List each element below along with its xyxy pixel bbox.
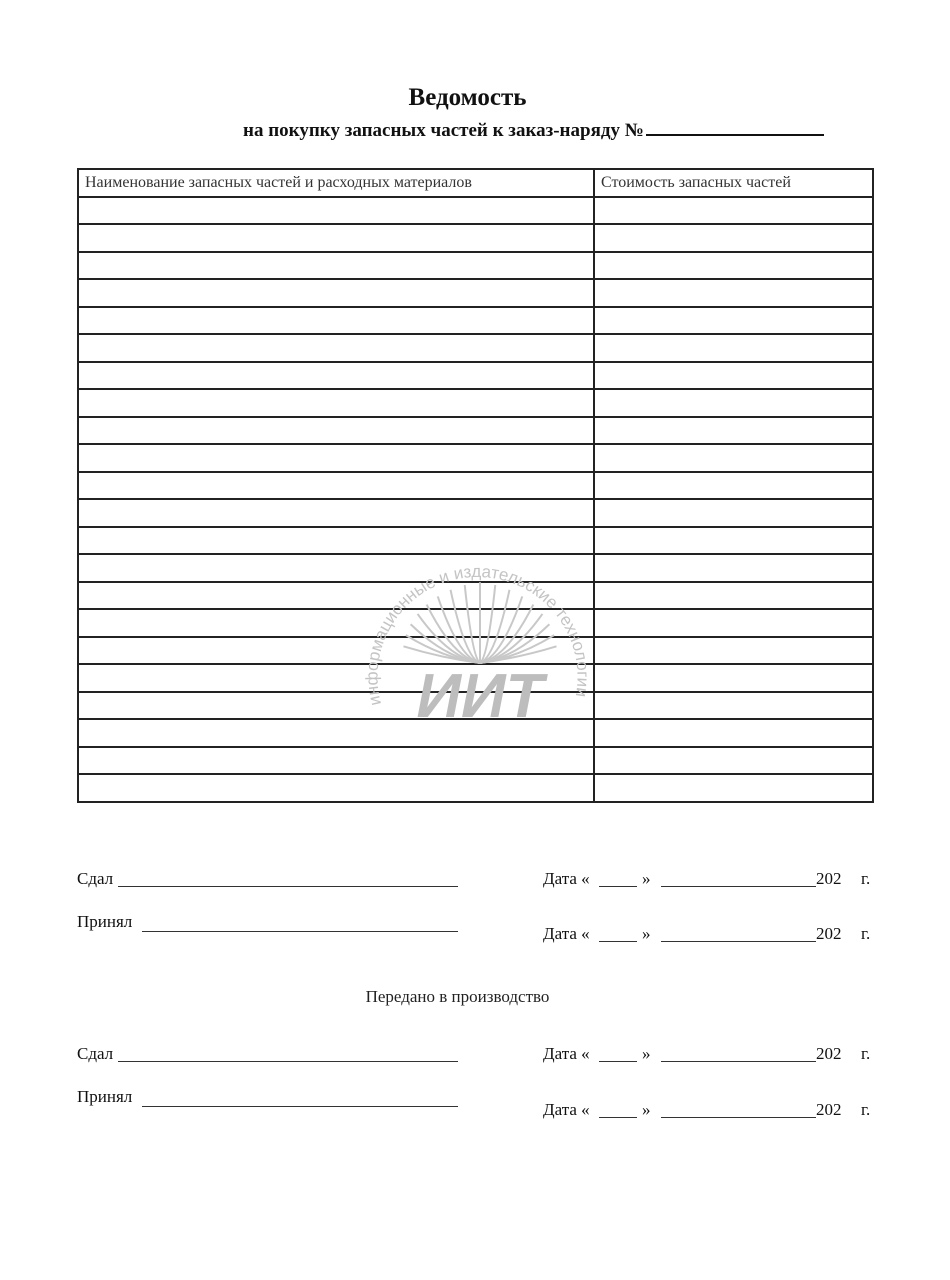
parts-table bbox=[77, 168, 874, 803]
table-row bbox=[78, 307, 873, 335]
name-cell[interactable] bbox=[78, 224, 594, 252]
name-cell[interactable] bbox=[78, 719, 594, 747]
table-row bbox=[78, 637, 873, 665]
name-cell[interactable] bbox=[78, 609, 594, 637]
cost-cell[interactable] bbox=[594, 664, 873, 692]
cost-cell[interactable] bbox=[594, 554, 873, 582]
date-prefix-1b: Дата « bbox=[543, 924, 590, 943]
year-2a: 202 bbox=[816, 1044, 842, 1063]
table-row bbox=[78, 334, 873, 362]
subtitle-text: на покупку запасных частей к заказ-наряду № bbox=[243, 120, 644, 141]
table-row bbox=[78, 252, 873, 280]
handed-signature-field-2[interactable] bbox=[118, 1061, 458, 1062]
section-title-production: Передано в производство bbox=[365, 987, 550, 1006]
name-cell[interactable] bbox=[78, 389, 594, 417]
table-row bbox=[78, 747, 873, 775]
year-1b: 202 bbox=[816, 924, 842, 943]
watermark-logo-text: ИИТ bbox=[416, 662, 544, 731]
cost-cell[interactable] bbox=[594, 719, 873, 747]
date-prefix-1a: Дата « bbox=[543, 869, 590, 888]
year-suffix-2a: г. bbox=[861, 1044, 871, 1063]
name-cell[interactable] bbox=[78, 417, 594, 445]
name-cell[interactable] bbox=[78, 692, 594, 720]
month-field-2a[interactable] bbox=[661, 1061, 816, 1062]
table-row bbox=[78, 719, 873, 747]
cost-cell[interactable] bbox=[594, 637, 873, 665]
date-close-1b: » bbox=[642, 924, 651, 943]
received-signature-field-2[interactable] bbox=[142, 1106, 458, 1107]
cost-cell[interactable] bbox=[594, 389, 873, 417]
received-label-2: Принял bbox=[77, 1087, 133, 1106]
cost-cell[interactable] bbox=[594, 527, 873, 555]
cost-cell[interactable] bbox=[594, 307, 873, 335]
month-field-2b[interactable] bbox=[661, 1117, 816, 1118]
table-row bbox=[78, 582, 873, 610]
table-row bbox=[78, 554, 873, 582]
cost-cell[interactable] bbox=[594, 252, 873, 280]
table-row bbox=[78, 417, 873, 445]
name-cell[interactable] bbox=[78, 362, 594, 390]
column-header-name: Наименование запасных частей и расходных материалов bbox=[78, 169, 594, 197]
name-cell[interactable] bbox=[78, 252, 594, 280]
handed-label-1: Сдал bbox=[77, 869, 114, 888]
date-close-2b: » bbox=[642, 1100, 651, 1119]
name-cell[interactable] bbox=[78, 582, 594, 610]
table-row bbox=[78, 472, 873, 500]
table-header-row bbox=[78, 169, 873, 197]
table-row bbox=[78, 609, 873, 637]
document-title: Ведомость bbox=[408, 84, 527, 111]
cost-cell[interactable] bbox=[594, 774, 873, 802]
cost-cell[interactable] bbox=[594, 334, 873, 362]
table-row bbox=[78, 774, 873, 802]
cost-cell[interactable] bbox=[594, 417, 873, 445]
table-row bbox=[78, 664, 873, 692]
cost-cell[interactable] bbox=[594, 224, 873, 252]
table-row bbox=[78, 224, 873, 252]
table-row bbox=[78, 279, 873, 307]
table-row bbox=[78, 692, 873, 720]
table-row bbox=[78, 499, 873, 527]
document-subtitle bbox=[243, 116, 824, 142]
cost-cell[interactable] bbox=[594, 197, 873, 225]
day-field-1a[interactable] bbox=[599, 886, 637, 887]
year-suffix-2b: г. bbox=[861, 1100, 871, 1119]
table-row bbox=[78, 362, 873, 390]
date-prefix-2a: Дата « bbox=[543, 1044, 590, 1063]
handed-signature-field-1[interactable] bbox=[118, 886, 458, 887]
cost-cell[interactable] bbox=[594, 472, 873, 500]
month-field-1b[interactable] bbox=[661, 941, 816, 942]
month-field-1a[interactable] bbox=[661, 886, 816, 887]
table-row bbox=[78, 197, 873, 225]
year-suffix-1a: г. bbox=[861, 869, 871, 888]
year-2b: 202 bbox=[816, 1100, 842, 1119]
date-close-1a: » bbox=[642, 869, 651, 888]
received-label-1: Принял bbox=[77, 912, 133, 931]
cost-cell[interactable] bbox=[594, 362, 873, 390]
handed-label-2: Сдал bbox=[77, 1044, 114, 1063]
cost-cell[interactable] bbox=[594, 499, 873, 527]
name-cell[interactable] bbox=[78, 499, 594, 527]
name-cell[interactable] bbox=[78, 334, 594, 362]
name-cell[interactable] bbox=[78, 197, 594, 225]
cost-cell[interactable] bbox=[594, 747, 873, 775]
order-number-field[interactable] bbox=[646, 116, 824, 136]
table-row bbox=[78, 527, 873, 555]
name-cell[interactable] bbox=[78, 472, 594, 500]
table-row bbox=[78, 444, 873, 472]
year-suffix-1b: г. bbox=[861, 924, 871, 943]
day-field-1b[interactable] bbox=[599, 941, 637, 942]
name-cell[interactable] bbox=[78, 774, 594, 802]
cost-cell[interactable] bbox=[594, 609, 873, 637]
cost-cell[interactable] bbox=[594, 692, 873, 720]
date-close-2a: » bbox=[642, 1044, 651, 1063]
name-cell[interactable] bbox=[78, 554, 594, 582]
name-cell[interactable] bbox=[78, 637, 594, 665]
day-field-2b[interactable] bbox=[599, 1117, 637, 1118]
name-cell[interactable] bbox=[78, 444, 594, 472]
name-cell[interactable] bbox=[78, 307, 594, 335]
year-1a: 202 bbox=[816, 869, 842, 888]
name-cell[interactable] bbox=[78, 747, 594, 775]
watermark-arc-text: информационные и издательские технологии bbox=[362, 561, 593, 708]
date-prefix-2b: Дата « bbox=[543, 1100, 590, 1119]
table-row bbox=[78, 389, 873, 417]
cost-cell[interactable] bbox=[594, 444, 873, 472]
column-header-cost: Стоимость запасных частей bbox=[594, 169, 873, 197]
cost-cell[interactable] bbox=[594, 582, 873, 610]
day-field-2a[interactable] bbox=[599, 1061, 637, 1062]
received-signature-field-1[interactable] bbox=[142, 931, 458, 932]
name-cell[interactable] bbox=[78, 664, 594, 692]
name-cell[interactable] bbox=[78, 527, 594, 555]
name-cell[interactable] bbox=[78, 279, 594, 307]
cost-cell[interactable] bbox=[594, 279, 873, 307]
